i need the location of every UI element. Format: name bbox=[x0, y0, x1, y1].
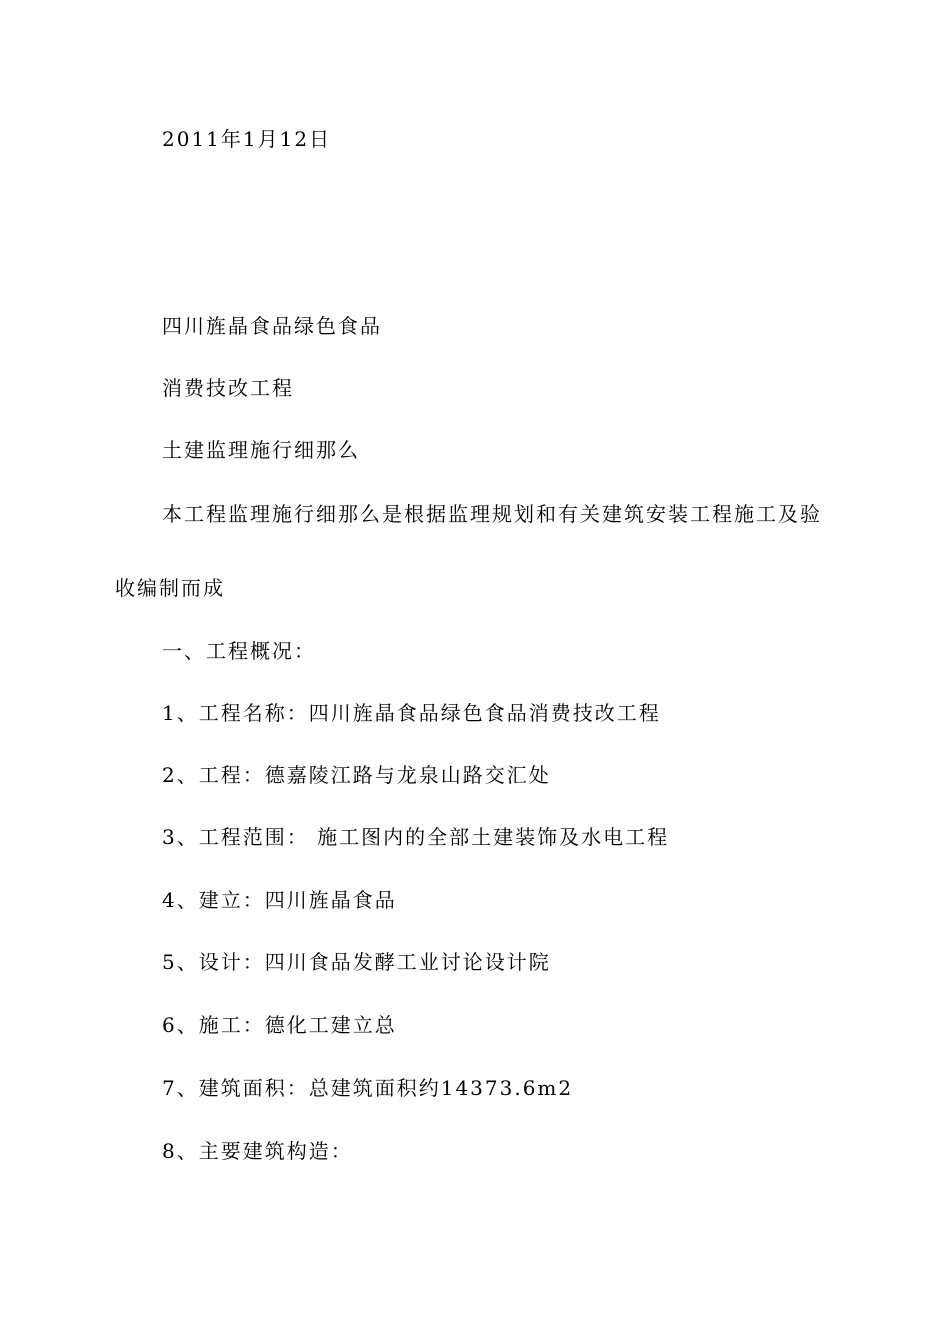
document-date: 2011年1月12日 bbox=[162, 127, 332, 151]
list-item: 2、工程：德嘉陵江路与龙泉山路交汇处 bbox=[162, 763, 551, 787]
intro-paragraph-line-2: 收编制而成 bbox=[115, 576, 225, 600]
list-item: 8、主要建筑构造： bbox=[162, 1139, 353, 1163]
list-item: 7、建筑面积：总建筑面积约14373.6m2 bbox=[162, 1076, 574, 1100]
list-item: 1、工程名称：四川旌晶食品绿色食品消费技改工程 bbox=[162, 701, 661, 725]
title-line-2: 消费技改工程 bbox=[162, 376, 294, 400]
title-line-3: 土建监理施行细那么 bbox=[162, 438, 360, 462]
section-heading: 一、工程概况： bbox=[162, 639, 316, 663]
intro-paragraph-line-1: 本工程监理施行细那么是根据监理规划和有关建筑安装工程施工及验 bbox=[162, 502, 822, 526]
list-item: 5、设计：四川食品发酵工业讨论设计院 bbox=[162, 950, 551, 974]
list-item: 3、工程范围： 施工图内的全部土建装饰及水电工程 bbox=[162, 825, 670, 849]
title-line-1: 四川旌晶食品绿色食品 bbox=[162, 314, 382, 338]
list-item: 6、施工：德化工建立总 bbox=[162, 1013, 397, 1037]
list-item: 4、建立：四川旌晶食品 bbox=[162, 888, 397, 912]
